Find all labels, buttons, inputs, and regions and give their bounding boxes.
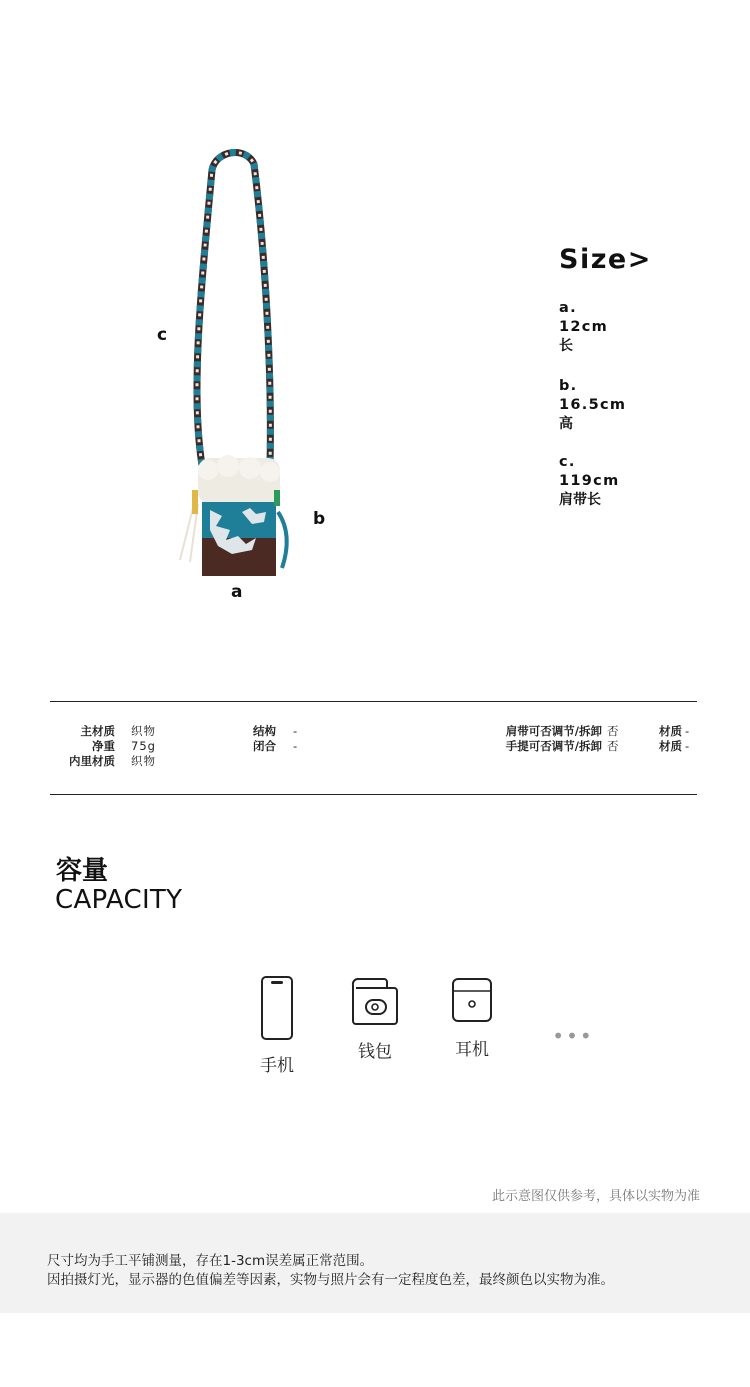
spec-value: - bbox=[293, 739, 299, 753]
size-value: 16.5cm bbox=[559, 397, 627, 413]
dimension-label-a: a bbox=[231, 582, 243, 602]
spec-value: 织物 bbox=[131, 754, 156, 768]
capacity-item-earphones bbox=[437, 975, 507, 1060]
spec-key: 手提可否调节/拆卸 bbox=[505, 739, 602, 753]
spec-values-structure bbox=[293, 724, 298, 754]
spec-keys-adjustable bbox=[430, 724, 602, 754]
size-item-a bbox=[559, 299, 608, 356]
note-line: 因拍摄灯光，显示器的色值偏差等因素，实物与照片会有一定程度色差，最终颜色以实物为准。 bbox=[47, 1272, 614, 1288]
size-panel bbox=[559, 244, 729, 508]
product-image bbox=[150, 140, 350, 620]
spec-keys-material bbox=[40, 724, 115, 769]
more-ellipsis-icon: ••• bbox=[552, 1024, 594, 1048]
spec-values-strap-material bbox=[685, 724, 690, 754]
earphones-case-icon bbox=[450, 975, 494, 1025]
dimension-label-c: c bbox=[157, 325, 168, 345]
dimension-label-b: b bbox=[313, 509, 326, 529]
spec-value: - bbox=[293, 724, 299, 738]
spec-keys-strap-material bbox=[640, 724, 682, 754]
note-line: 尺寸均为手工平铺测量，存在1-3cm误差属正常范围。 bbox=[47, 1253, 374, 1269]
size-value: 119cm bbox=[559, 473, 620, 489]
spec-value: - bbox=[685, 739, 691, 753]
capacity-title-en: CAPACITY bbox=[55, 885, 183, 915]
size-key: c. bbox=[559, 454, 576, 470]
size-key: b. bbox=[559, 378, 578, 394]
capacity-label: 耳机 bbox=[455, 1040, 489, 1060]
size-name: 肩带长 bbox=[559, 492, 601, 508]
disclaimer-text: 此示意图仅供参考，具体以实物为准 bbox=[491, 1189, 700, 1204]
bag-illustration bbox=[150, 140, 350, 620]
spec-value: 否 bbox=[607, 739, 620, 753]
spec-value: 否 bbox=[607, 724, 620, 738]
spec-key: 净重 bbox=[92, 739, 115, 753]
spec-key: 材质 bbox=[659, 739, 682, 753]
size-item-c bbox=[559, 453, 619, 510]
spec-key: 结构 bbox=[253, 724, 276, 738]
size-value: 12cm bbox=[559, 319, 609, 335]
spec-value: 织物 bbox=[131, 724, 156, 738]
phone-icon bbox=[260, 975, 294, 1041]
spec-keys-structure bbox=[230, 724, 276, 754]
size-name: 长 bbox=[559, 338, 573, 354]
divider-top bbox=[50, 701, 697, 702]
spec-key: 肩带可否调节/拆卸 bbox=[505, 724, 602, 738]
size-name: 高 bbox=[559, 416, 573, 432]
size-title: Size> bbox=[559, 244, 652, 275]
size-item-b bbox=[559, 377, 626, 434]
spec-key: 闭合 bbox=[253, 739, 276, 753]
capacity-label: 钱包 bbox=[358, 1042, 392, 1062]
capacity-item-phone bbox=[242, 975, 312, 1076]
spec-values-adjustable bbox=[607, 724, 620, 754]
capacity-label: 手机 bbox=[260, 1056, 294, 1076]
spec-value: 75g bbox=[131, 739, 156, 753]
capacity-item-wallet bbox=[340, 975, 410, 1062]
notes-band bbox=[0, 1213, 750, 1313]
spec-key: 主材质 bbox=[80, 724, 115, 738]
divider-bottom bbox=[50, 794, 697, 795]
wallet-icon bbox=[350, 975, 400, 1027]
spec-value: - bbox=[685, 724, 691, 738]
spec-key: 内里材质 bbox=[69, 754, 115, 768]
size-key: a. bbox=[559, 300, 577, 316]
capacity-title-cn: 容量 bbox=[56, 856, 109, 886]
spec-values-material bbox=[131, 724, 156, 769]
spec-key: 材质 bbox=[659, 724, 682, 738]
